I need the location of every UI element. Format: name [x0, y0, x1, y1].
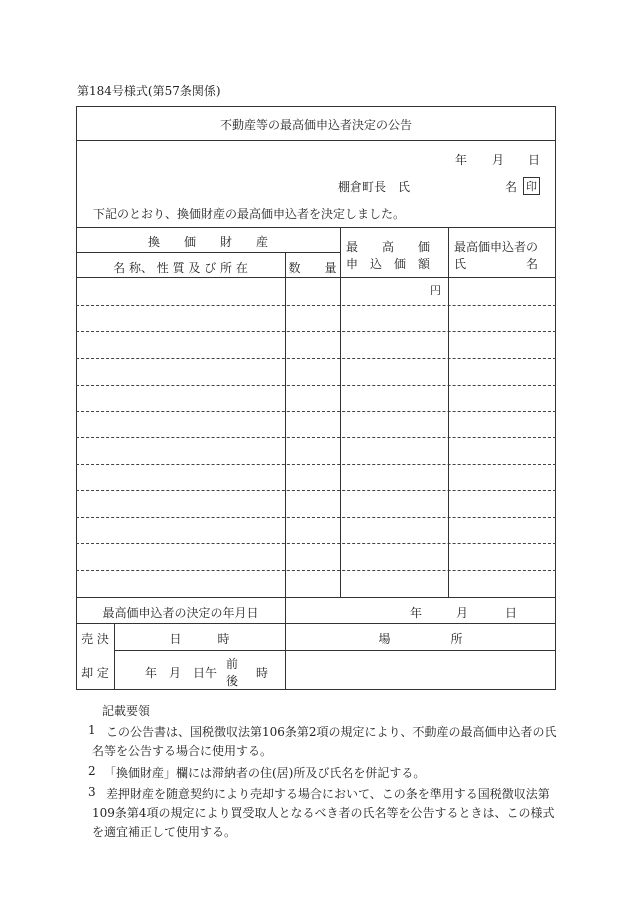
date-month: 月 — [492, 153, 505, 167]
notes-heading: 記載要領 — [102, 704, 151, 718]
sale-label-top: 売 決 — [81, 632, 109, 646]
decision-date-label: 最高価申込者の決定の年月日 — [102, 606, 259, 620]
page-title: 不動産等の最高価申込者決定の公告 — [219, 118, 412, 132]
yen-unit: 円 — [430, 284, 441, 297]
sale-place-header: 場 所 — [378, 632, 463, 646]
issuer-title: 棚倉町長 氏 — [338, 180, 411, 194]
note-3-line3: を適宜補正して使用する。 — [92, 825, 237, 839]
decision-day: 日 — [505, 606, 518, 620]
header-bidder-1: 最高価申込者の — [454, 240, 539, 254]
date-year: 年 — [455, 153, 468, 167]
form-frame — [76, 106, 556, 690]
note-1-line1: この公告書は、国税徴収法第106条第2項の規定により、不動産の最高価申込者の氏 — [106, 725, 557, 739]
note-1-line2: 名等を公告する場合に使用する。 — [92, 744, 273, 758]
header-quantity: 数 量 — [288, 261, 337, 275]
note-3-line2: 109条第4項の規定により買受取人となるべき者の氏名等を公告するときは、この様式 — [92, 806, 555, 820]
sale-ampm-top: 前 — [226, 657, 239, 671]
note-2-number: 2 — [88, 764, 96, 778]
decision-year: 年 — [410, 606, 423, 620]
date-day: 日 — [528, 153, 541, 167]
note-1-number: 1 — [88, 723, 96, 737]
form-number: 第184号様式(第57条関係) — [77, 84, 221, 98]
header-price-2: 申 込 価 額 — [346, 257, 431, 271]
decision-month: 月 — [456, 606, 469, 620]
sale-ampm-bottom: 後 — [226, 674, 239, 688]
header-bidder-2: 氏 名 — [454, 257, 539, 271]
sale-datetime-value: 年 月 日午 — [145, 666, 218, 680]
intro-text: 下記のとおり、換価財産の最高価申込者を決定しました。 — [93, 207, 406, 221]
sale-hour: 時 — [256, 666, 269, 680]
sale-label-bottom: 却 定 — [81, 666, 109, 680]
note-3-number: 3 — [88, 785, 96, 799]
sale-datetime-header: 日 時 — [169, 632, 230, 646]
header-price-1: 最 高 価 — [346, 240, 431, 254]
issuer-name-label: 名 — [505, 180, 518, 194]
header-property: 換 価 財 産 — [147, 235, 268, 249]
header-name-nature-location: 名 称、 性 質 及 び 所 在 — [113, 261, 248, 275]
note-2-line1: 「換価財産」欄には滞納者の住(居)所及び氏名を併記する。 — [104, 766, 426, 780]
note-3-line1: 差押財産を随意契約により売却する場合において、この条を準用する国税徴収法第 — [106, 787, 550, 801]
seal-mark: 印 — [523, 177, 540, 195]
